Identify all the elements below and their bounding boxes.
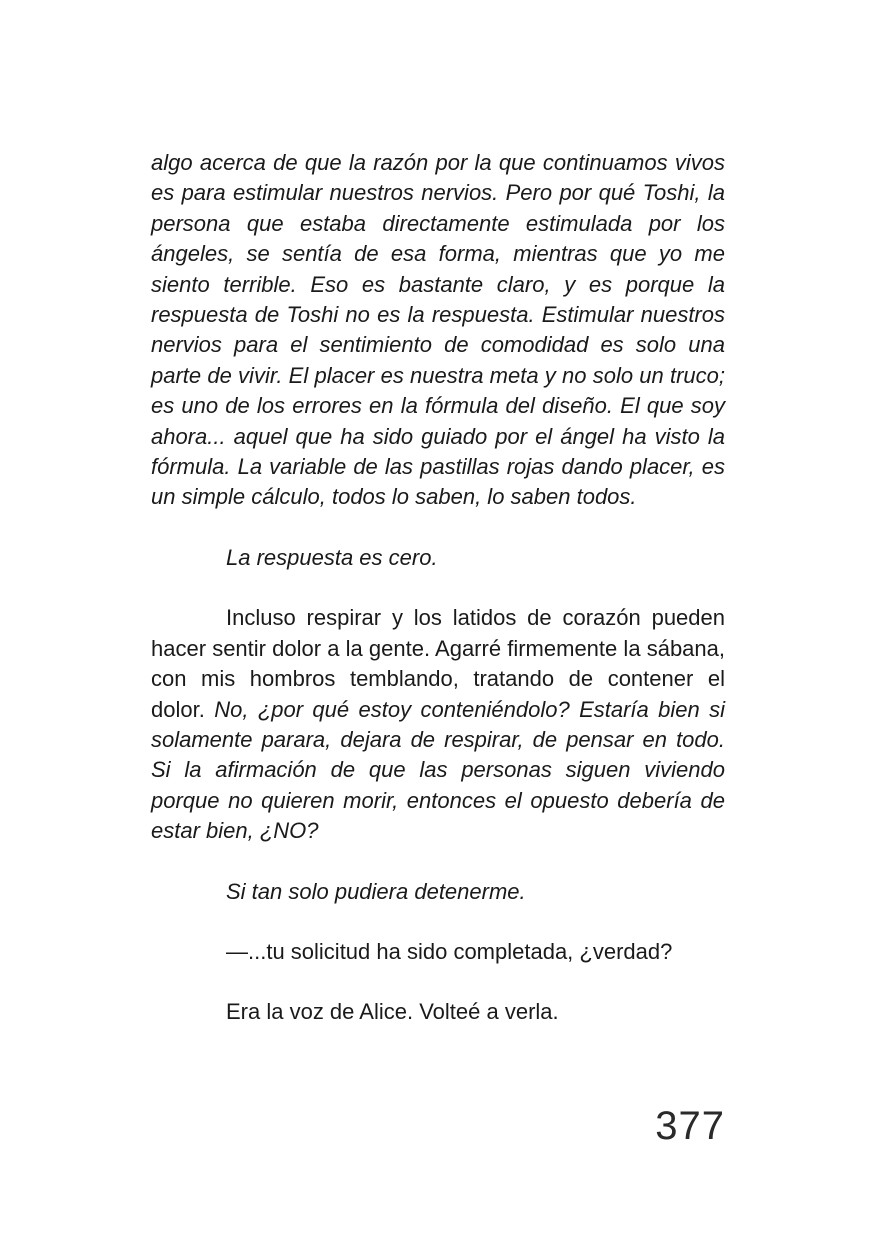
page-body	[151, 148, 725, 1028]
paragraph-5: —...tu solicitud ha sido completada, ¿verdad?	[226, 938, 673, 964]
paragraph-2: La respuesta es cero.	[226, 544, 438, 570]
paragraph-1: algo acerca de que la razón por la que continuamos vivos es para estimular nuestros nervios. Pero por qué Toshi, la persona que estaba directamente estimulada por los ángeles, se sentía de esa forma, mientras que yo me siento terrible. Eso es bastante claro, y es porque la respuesta de Toshi no es la respuesta. Estimular nuestros nervios para el sentimiento de comodidad es solo una parte de vivir. El placer es nuestra meta y no solo un truco; es uno de los errores en la fórmula del diseño. El que soy ahora... aquel que ha sido guiado por el ángel ha visto la fórmula. La variable de las pastillas rojas dando placer, es un simple cálculo, todos lo saben, lo saben todos.	[151, 150, 725, 510]
paragraph-3-italic: No, ¿por qué estoy conteniéndolo? Estaría bien si solamente parara, dejara de respirar, de pensar en todo. Si la afirmación de que las personas siguen viviendo porque no quieren morir, entonces el opuesto debería de estar bien, ¿NO?	[151, 696, 725, 844]
page-number: 377	[655, 1104, 725, 1148]
paragraph-4: Si tan solo pudiera detenerme.	[226, 878, 526, 904]
paragraph-3	[151, 603, 725, 846]
paragraph-3-roman: Incluso respirar y los latidos de corazón pueden hacer sentir dolor a la gente. Agarré firmemente la sábana, con mis hombros temblando, tratando de contener el dolor.	[151, 605, 725, 722]
paragraph-6: Era la voz de Alice. Volteé a verla.	[226, 999, 559, 1025]
